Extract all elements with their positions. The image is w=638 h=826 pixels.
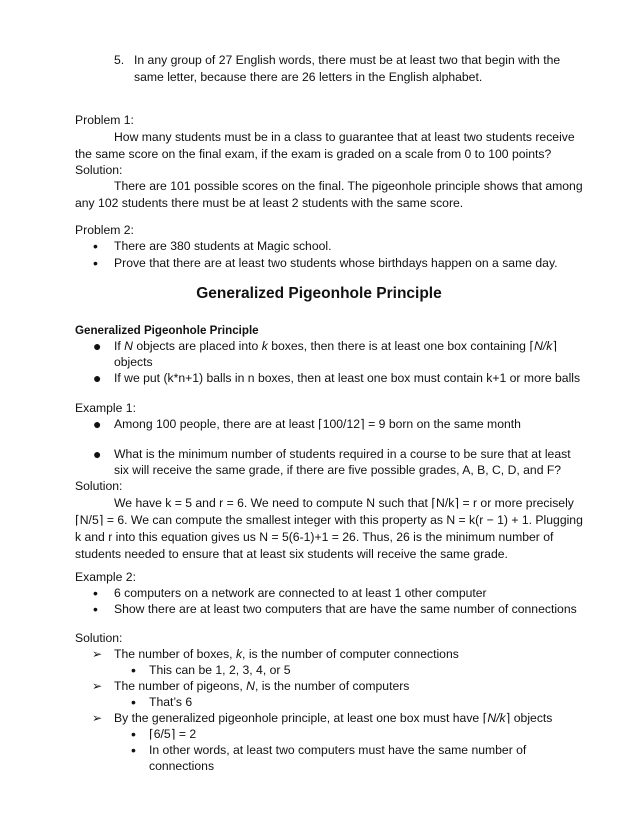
arrow-bullet-icon: ➢ <box>92 711 103 725</box>
example2-solution-label: Solution: <box>75 631 123 645</box>
example2-arrow-3-sub-1: ⌈6/5⌉ = 2 <box>149 727 197 741</box>
bullet-icon: • <box>131 726 136 742</box>
example2-arrow-1-sub: This can be 1, 2, 3, 4, or 5 <box>149 663 291 677</box>
gpp-bullet-1: If N objects are placed into k boxes, then there is at least one box containing ⌈N/k⌉ <box>114 339 558 353</box>
example2-arrow-2: The number of pigeons, N, is the number of computers <box>114 679 410 693</box>
example1-bullet-2-line2: six will receive the same grade, if there are five possible grades, A, B, C, D, and F? <box>114 463 562 477</box>
example2-arrow-3-sub-2-line2: connections <box>149 759 215 773</box>
example1-label: Example 1: <box>75 401 136 415</box>
problem2-label: Problem 2: <box>75 223 134 237</box>
arrow-bullet-icon: ➢ <box>92 647 103 661</box>
example2-bullet-2: Show there are at least two computers that are have the same number of connections <box>114 602 577 616</box>
ceiling-expression: N/k <box>534 339 553 353</box>
example1-bullet-2-line1: What is the minimum number of students required in a course to be sure that at least <box>114 447 571 461</box>
problem1-solution-line2: any 102 students there must be at least 2 students with the same score. <box>75 196 464 210</box>
arrow-bullet-icon: ➢ <box>92 679 103 693</box>
problem2-bullet-1: There are 380 students at Magic school. <box>114 239 332 253</box>
bullet-icon: • <box>93 585 98 601</box>
example1-solution-line2: ⌈N/5⌉ = 6. We can compute the smallest integer with this property as N = k(r − 1) + 1. Plugging <box>75 513 583 527</box>
example2-arrow-3-sub-2-line1: In other words, at least two computers must have the same number of <box>149 743 527 757</box>
ceiling-expression: 6/5 <box>153 727 171 741</box>
example2-arrow-2-sub: That’s 6 <box>149 695 193 709</box>
problem1-solution-label: Solution: <box>75 163 123 177</box>
example2-arrow-3: By the generalized pigeonhole principle, at least one box must have ⌈N/k⌉ objects <box>114 711 553 725</box>
problem2-bullet-2: Prove that there are at least two students whose birthdays happen on a same day. <box>114 256 558 270</box>
bullet-icon: • <box>93 238 98 254</box>
example1-solution-line4: students needed to ensure that at least six students will receive the same grade. <box>75 547 508 561</box>
bullet-icon: • <box>131 742 136 758</box>
gpp-bullet-2: If we put (k*n+1) balls in n boxes, then at least one box must contain k+1 or more balls <box>114 371 581 385</box>
bullet-icon: ● <box>93 370 102 386</box>
example2-label: Example 2: <box>75 570 136 584</box>
problem1-question-line1: How many students must be in a class to guarantee that at least two students receive <box>114 130 575 144</box>
example1-solution-line3: k and r into this equation gives us N = 5(6-1)+1 = 26. Thus, 26 is the minimum number of <box>75 530 554 544</box>
bullet-icon: • <box>131 694 136 710</box>
example2-arrow-1: The number of boxes, k, is the number of computer connections <box>114 647 459 661</box>
example1-bullet-1: Among 100 people, there are at least ⌈100/12⌉ = 9 born on the same month <box>114 417 521 431</box>
ceiling-expression: N/k <box>487 711 506 725</box>
bullet-icon: ● <box>93 416 102 432</box>
ceiling-expression: 100/12 <box>322 417 360 431</box>
bullet-icon: ● <box>93 446 102 462</box>
bullet-icon: • <box>131 662 136 678</box>
item5-line2: same letter, because there are 26 letters in the English alphabet. <box>134 70 483 84</box>
example1-solution-label: Solution: <box>75 479 123 493</box>
problem1-label: Problem 1: <box>75 113 134 127</box>
example2-bullet-1: 6 computers on a network are connected to at least 1 other computer <box>114 586 487 600</box>
bullet-icon: • <box>93 601 98 617</box>
gpp-bullet-1-line2: objects <box>114 355 153 369</box>
bullet-icon: • <box>93 255 98 271</box>
gpp-subheading: Generalized Pigeonhole Principle <box>75 324 259 337</box>
problem1-question-line2: the same score on the final exam, if the exam is graded on a scale from 0 to 100 points? <box>75 147 552 161</box>
section-heading: Generalized Pigeonhole Principle <box>196 285 442 302</box>
example1-solution-line1: We have k = 5 and r = 6. We need to compute N such that ⌈N/k⌉ = r or more precisely <box>114 496 574 510</box>
list-number: 5. <box>114 53 125 67</box>
item5-line1: In any group of 27 English words, there must be at least two that begin with the <box>134 53 561 67</box>
bullet-icon: ● <box>93 338 102 354</box>
problem1-solution-line1: There are 101 possible scores on the final. The pigeonhole principle shows that among <box>114 179 583 193</box>
